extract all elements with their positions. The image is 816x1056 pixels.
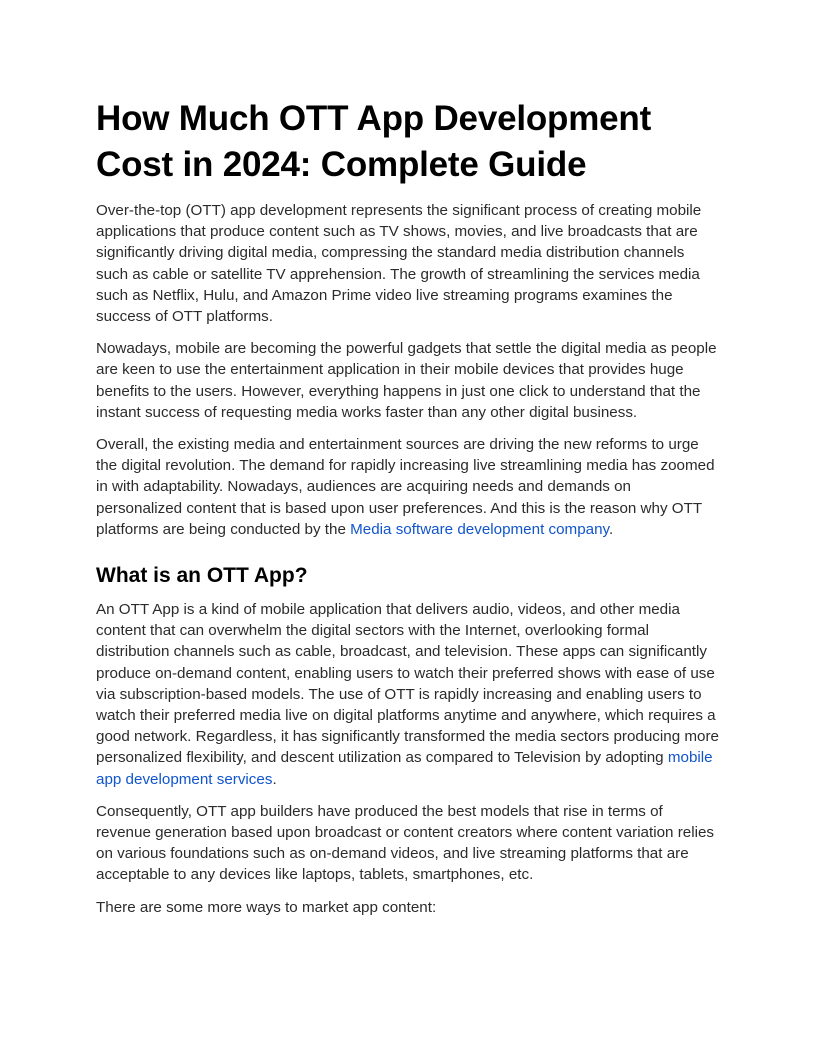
article-title: How Much OTT App Development Cost in 2024: Complete Guide [96,99,652,184]
section-paragraph-1 [96,599,720,790]
media-software-link[interactable]: Media software development company [350,520,610,538]
mobile-app-services-link[interactable]: mobile app development services [96,749,713,788]
section-paragraph-3: There are some more ways to market app content: [96,898,437,916]
document-page [96,96,720,929]
paragraph-end: . [609,520,614,538]
section-paragraph-2: Consequently, OTT app builders have produced the best models that rise in terms of revenue generation based upon broadcast or content creators where content variation relies on various foundations such as on-demand videos, and live streaming platforms that are acceptable to any devices like laptops, tablets, smartphones, etc. [96,802,715,884]
intro-paragraph-3 [96,434,720,540]
section-heading-what-is-ott: What is an OTT App? [96,564,308,588]
intro-paragraph-1: Over-the-top (OTT) app development represents the significant process of creating mobile applications that produce content such as TV shows, movies, and live broadcasts that are significantly driving digital media, compressing the standard media distribution channels such as cable or satellite TV apprehension. The growth of streamlining the services media such as Netflix, Hulu, and Amazon Prime video live streaming programs examines the success of OTT platforms. [96,202,702,326]
paragraph-end: . [272,770,277,788]
paragraph-text: An OTT App is a kind of mobile application that delivers audio, videos, and other media content that can overwhelm the digital sectors with the Internet, overlooking formal distribution channels such as cable, broadcast, and television. These apps can significantly produce on-demand content, enabling users to watch their preferred shows with ease of use via subscription-based models. The use of OTT is rapidly increasing and enabling users to watch their preferred media live on digital platforms anytime and anywhere, which requires a good network. Regardless, it has significantly transformed the media sectors producing more personalized flexibility, and descent utilization as compared to Television by adopting [96,601,719,767]
paragraph-text: Overall, the existing media and entertainment sources are driving the new reforms to urge the digital revolution. The demand for rapidly increasing live streamlining media has zoomed in with adaptability. Nowadays, audiences are acquiring needs and demands on personalized content that is based upon user preferences. And this is the reason why OTT platforms are being conducted by the [96,436,715,538]
intro-paragraph-2: Nowadays, mobile are becoming the powerful gadgets that settle the digital media as people are keen to use the entertainment application in their mobile devices that provides huge benefits to the users. However, everything happens in just one click to understand that the instant success of requesting media works faster than any other digital business. [96,340,717,421]
